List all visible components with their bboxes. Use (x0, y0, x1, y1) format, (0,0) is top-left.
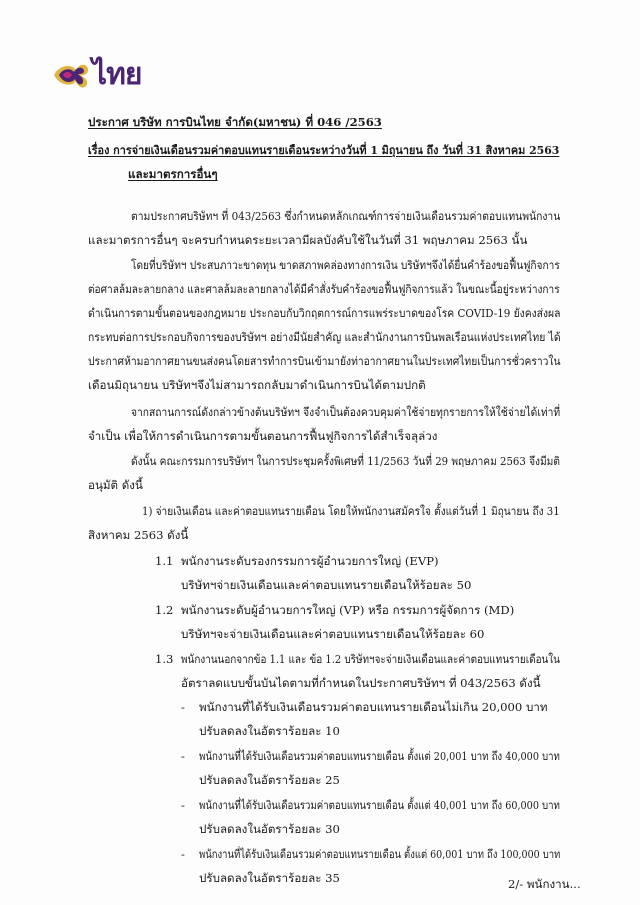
thai-airways-logo (50, 58, 141, 92)
logo-text: ไทย (92, 57, 142, 92)
subject-line-1: เรื่อง การจ่ายเงินเดือนรวมค่าตอบแทนรายเดือนระหว่างวันที่ 1 มิถุนายน ถึง วันที่ 31 สิงหาคม 2563 (88, 143, 560, 157)
page-continuation: 2/- พนักงาน... (508, 877, 581, 891)
sub-item-1-1-detail: บริษัทฯจ่ายเงินเดือนและค่าตอบแทนรายเดือนให้ร้อยละ 50 (181, 578, 472, 592)
bullet-1-range: พนักงานที่ได้รับเงินเดือนรวมค่าตอบแทนรายเดือนไม่เกิน 20,000 บาท (199, 700, 548, 714)
item1-line1: 1) จ่ายเงินเดือน และค่าตอบแทนรายเดือน โดยให้พนักงานสมัครใจ ตั้งแต่วันที่ 1 มิถุนายน ถึง 31 (142, 504, 560, 518)
sub-item-1-2-detail: บริษัทฯจะจ่ายเงินเดือนและค่าตอบแทนรายเดือนให้ร้อยละ 60 (181, 627, 485, 641)
para3-line2: จำเป็น เพื่อให้การดำเนินการตามขั้นตอนการฟื้นฟูกิจการได้สำเร็จลุล่วง (88, 429, 438, 443)
para3-line1: จากสถานการณ์ดังกล่าวข้างต้นบริษัทฯ จึงจำเป็นต้องควบคุมค่าใช้จ่ายทุกรายการให้ใช้จ่ายได้เท่าที่ (131, 405, 561, 419)
sub-item-1-1-title: พนักงานระดับรองกรรมการผู้อำนวยการใหญ่ (EVP) (181, 554, 439, 568)
sub-item-1-2-title: พนักงานระดับผู้อำนวยการใหญ่ (VP) หรือ กรรมการผู้จัดการ (MD) (181, 603, 515, 617)
bullet-marker: - (181, 700, 185, 714)
sub-item-1-2-number: 1.2 (155, 603, 174, 617)
sub-item-1-3-title: พนักงานนอกจากข้อ 1.1 และ ข้อ 1.2 บริษัทฯจะจ่ายเงินเดือนและค่าตอบแทนรายเดือนใน (181, 652, 560, 666)
item1-line2: สิงหาคม 2563 ดังนี้ (88, 528, 189, 542)
para2-line6: เดือนมิถุนายน บริษัทฯจึงไม่สามารถกลับมาดำเนินการบินได้ตามปกติ (88, 378, 426, 392)
bullet-marker: - (181, 847, 185, 861)
para1-line1: ตามประกาศบริษัทฯ ที่ 043/2563 ซึ่งกำหนดหลักเกณฑ์การจ่ายเงินเดือนรวมค่าตอบแทนพนักงาน (131, 209, 561, 223)
subject-line-2: และมาตรการอื่นๆ (128, 167, 218, 181)
para4-line2: อนุมัติ ดังนี้ (88, 478, 143, 492)
sub-item-1-3-number: 1.3 (155, 652, 174, 666)
para2-line4: กระทบต่อการประกอบกิจการของบริษัทฯ อย่างมีนัยสำคัญ และสำนักงานการบินพลเรือนแห่งประเทศไทย ได้ (88, 330, 561, 344)
para2-line5: ประกาศห้ามอากาศยานขนส่งคนโดยสารทำการบินเข้ามายังท่าอากาศยานในประเทศไทยเป็นการชั่วคราวใน (88, 354, 561, 368)
sub-item-1-1-number: 1.1 (155, 554, 174, 568)
bullet-1-rate: ปรับลดลงในอัตราร้อยละ 10 (199, 724, 340, 738)
bullet-4-rate: ปรับลดลงในอัตราร้อยละ 35 (199, 871, 340, 885)
sub-item-1-3-detail: อัตราลดแบบขั้นบันไดตามที่กำหนดในประกาศบริษัทฯ ที่ 043/2563 ดังนี้ (181, 676, 541, 690)
bullet-3-rate: ปรับลดลงในอัตราร้อยละ 30 (199, 822, 340, 836)
para4-line1: ดังนั้น คณะกรรมการบริษัทฯ ในการประชุมครั้งพิเศษที่ 11/2563 วันที่ 29 พฤษภาคม 2563 จึงมีมติ (131, 454, 560, 468)
para2-line3: ดำเนินการตามขั้นตอนของกฎหมาย ประกอบกับวิกฤตการณ์การแพร่ระบาดของโรค COVID-19 ยังคงส่งผล (88, 306, 561, 320)
para1-line2: และมาตรการอื่นๆ จะครบกำหนดระยะเวลามีผลบังคับใช้ในวันที่ 31 พฤษภาคม 2563 นั้น (88, 233, 528, 247)
bullet-marker: - (181, 749, 185, 763)
bullet-2-range: พนักงานที่ได้รับเงินเดือนรวมค่าตอบแทนรายเดือน ตั้งแต่ 20,001 บาท ถึง 40,000 บาท (199, 749, 560, 763)
announcement-number: ประกาศ บริษัท การบินไทย จำกัด(มหาชน) ที่ 046 /2563 (88, 115, 382, 129)
bullet-marker: - (181, 798, 185, 812)
bullet-3-range: พนักงานที่ได้รับเงินเดือนรวมค่าตอบแทนรายเดือน ตั้งแต่ 40,001 บาท ถึง 60,000 บาท (199, 798, 560, 812)
bullet-2-rate: ปรับลดลงในอัตราร้อยละ 25 (199, 773, 340, 787)
orchid-logo-icon (50, 58, 90, 92)
para2-line2: ต่อศาลล้มละลายกลาง และศาลล้มละลายกลางได้มีคำสั่งรับคำร้องขอฟื้นฟูกิจการแล้ว ในขณะนี้อยู่ระหว่างการ (88, 282, 560, 296)
para2-line1: โดยที่บริษัทฯ ประสบภาวะขาดทุน ขาดสภาพคล่องทางการเงิน บริษัทฯจึงได้ยื่นคำร้องขอฟื้นฟูกิจการ (131, 258, 560, 272)
bullet-4-range: พนักงานที่ได้รับเงินเดือนรวมค่าตอบแทนรายเดือน ตั้งแต่ 60,001 บาท ถึง 100,000 บาท (199, 847, 561, 861)
